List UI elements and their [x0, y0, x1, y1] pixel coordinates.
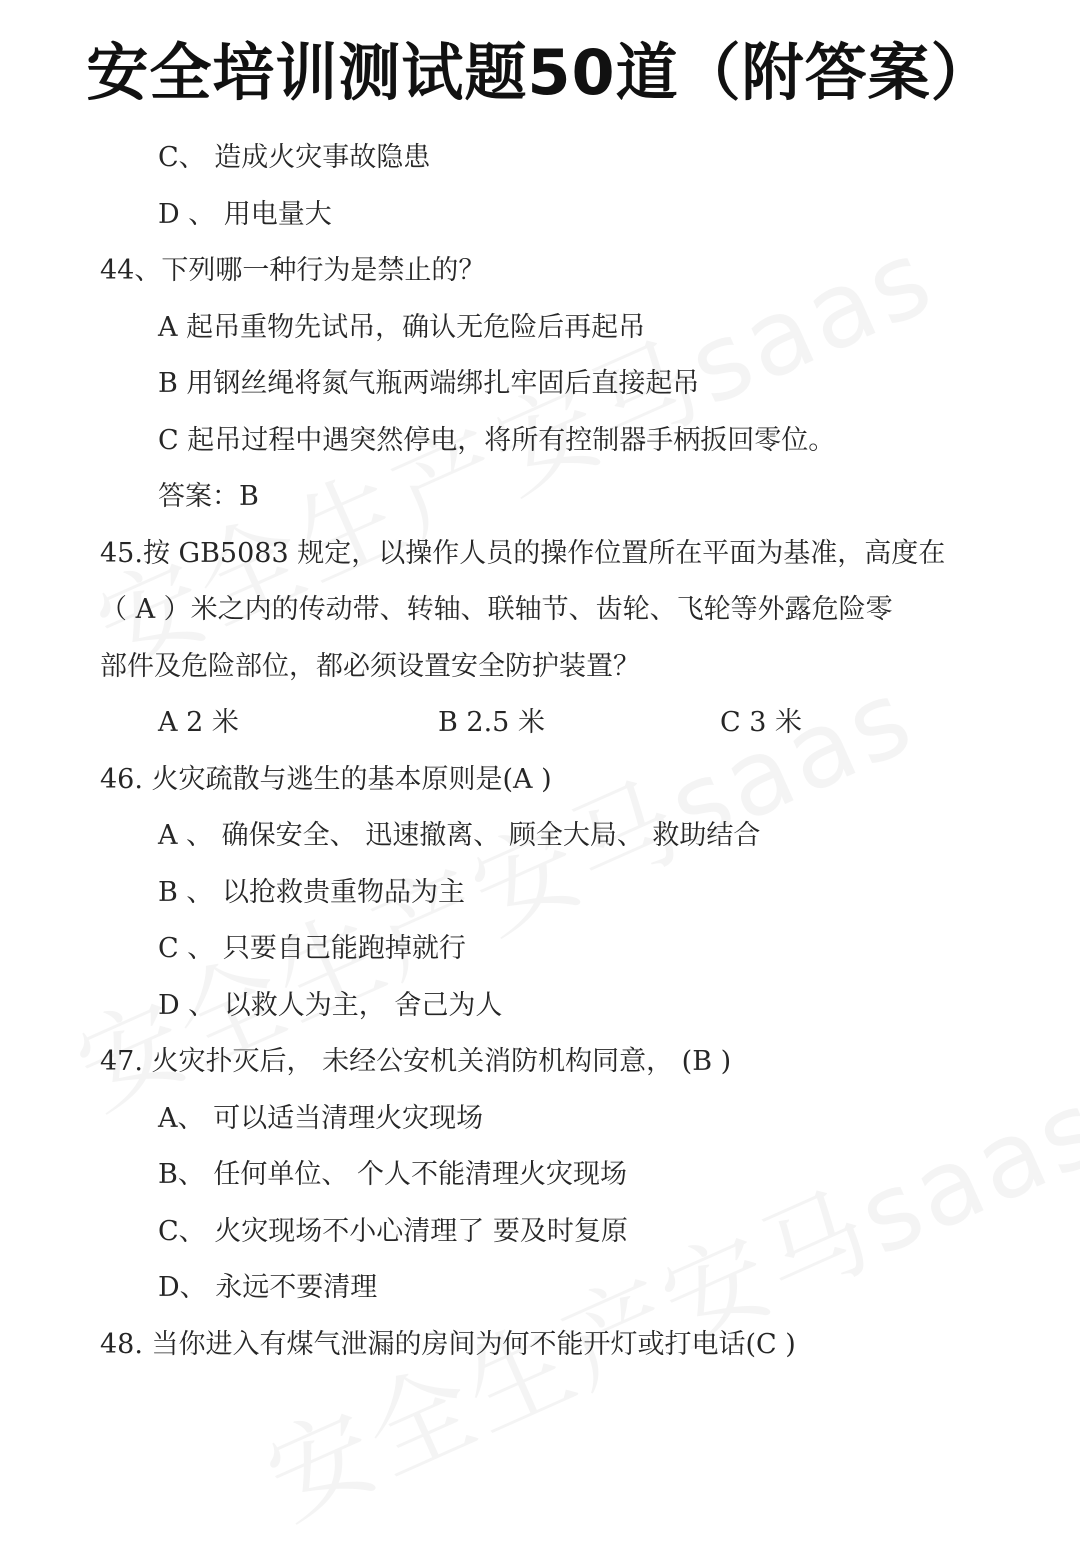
q47-question: 47. 火灾扑灭后， 未经公安机关消防机构同意， (B )	[100, 1046, 732, 1077]
q45-option-a: A 2 米	[158, 707, 239, 738]
q47-option-c: C、 火灾现场不小心清理了 要及时复原	[158, 1216, 628, 1247]
q45-question-line-1: 45.按 GB5083 规定，以操作人员的操作位置所在平面为基准，高度在	[100, 538, 946, 569]
q43-option-d: D 、 用电量大	[158, 199, 332, 230]
page-title: 安全培训测试题50道（附答案）	[86, 36, 994, 109]
q46-option-d: D 、 以救人为主， 舍己为人	[158, 990, 503, 1021]
q45-options-row	[0, 703, 1080, 743]
q46-option-b: B 、 以抢救贵重物品为主	[158, 877, 466, 908]
q47-option-b: B、 任何单位、 个人不能清理火灾现场	[158, 1159, 628, 1190]
q43-option-c: C、 造成火灾事故隐患	[158, 142, 431, 173]
q44-option-c: C 起吊过程中遇突然停电，将所有控制器手柄扳回零位。	[158, 425, 836, 456]
q44-option-b: B 用钢丝绳将氮气瓶两端绑扎牢固后直接起吊	[158, 368, 700, 399]
q47-option-a: A、 可以适当清理火灾现场	[158, 1103, 484, 1134]
q48-question: 48. 当你进入有煤气泄漏的房间为何不能开灯或打电话(C )	[100, 1329, 796, 1360]
q46-option-a: A 、 确保安全、 迅速撤离、 顾全大局、 救助结合	[158, 820, 761, 851]
q46-question: 46. 火灾疏散与逃生的基本原则是(A )	[100, 764, 552, 795]
q45-option-c: C 3 米	[720, 707, 803, 738]
q45-question-line-3: 部件及危险部位，都必须设置安全防护装置？	[100, 651, 640, 682]
q45-option-b: B 2.5 米	[438, 707, 545, 738]
q44-answer: 答案：B	[158, 481, 259, 512]
q45-question-line-2: （ A ）米之内的传动带、转轴、联轴节、齿轮、飞轮等外露危险零	[100, 594, 893, 625]
q47-option-d: D、 永远不要清理	[158, 1272, 378, 1303]
q44-question: 44、下列哪一种行为是禁止的？	[100, 255, 486, 286]
q46-option-c: C 、 只要自己能跑掉就行	[158, 933, 466, 964]
q44-option-a: A 起吊重物先试吊，确认无危险后再起吊	[158, 312, 646, 343]
